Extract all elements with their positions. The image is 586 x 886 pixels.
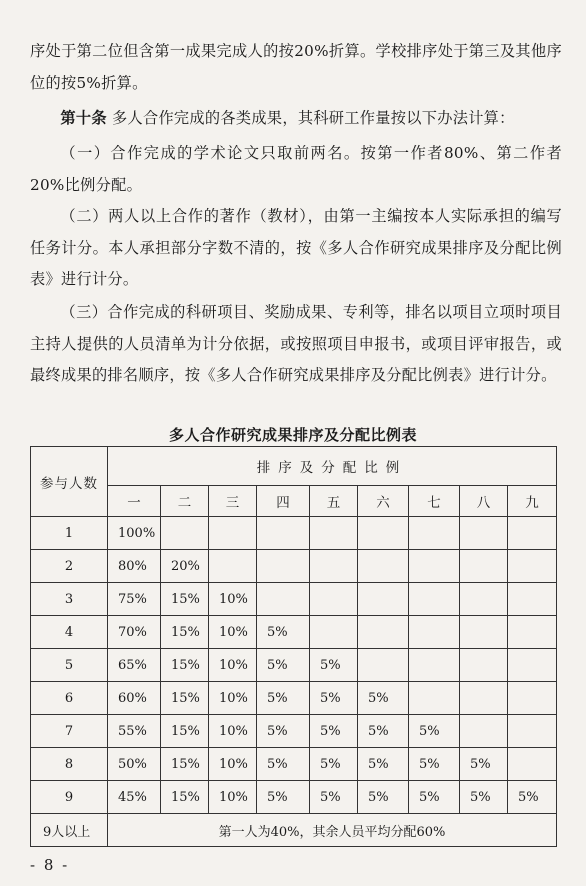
ratio-cell: 10% bbox=[209, 781, 257, 814]
column-header-cell: 八 bbox=[460, 486, 508, 517]
ratio-cell: 5% bbox=[409, 781, 460, 814]
ratio-cell: 5% bbox=[358, 682, 409, 715]
ratio-cell: 5% bbox=[257, 781, 310, 814]
ratio-cell: 5% bbox=[358, 748, 409, 781]
table-row bbox=[31, 781, 557, 814]
ratio-cell: 10% bbox=[209, 583, 257, 616]
table-title: 多人合作研究成果排序及分配比例表 bbox=[168, 426, 417, 444]
ratio-cell bbox=[508, 517, 557, 550]
paragraph-item-two: （二）两人以上合作的著作（教材），由第一主编按本人实际承担的编写任务计分。本人承担部分字数不清的，按《多人合作研究成果排序及分配比例表》进行计分。 bbox=[30, 207, 562, 288]
ratio-cell: 10% bbox=[209, 715, 257, 748]
ratio-cell bbox=[460, 682, 508, 715]
ratio-cell: 5% bbox=[310, 715, 358, 748]
ratio-cell: 10% bbox=[209, 748, 257, 781]
ratio-cell: 5% bbox=[460, 781, 508, 814]
ratio-cell: 5% bbox=[310, 748, 358, 781]
ratio-cell bbox=[358, 616, 409, 649]
ratio-cell bbox=[209, 517, 257, 550]
ratio-cell bbox=[358, 649, 409, 682]
ratio-cell bbox=[508, 583, 557, 616]
table-row bbox=[31, 649, 557, 682]
ratio-cell bbox=[460, 616, 508, 649]
ratio-cell: 5% bbox=[310, 781, 358, 814]
over-nine-rule-cell: 第一人为40%，其余人员平均分配60% bbox=[108, 814, 557, 847]
ratio-table bbox=[30, 446, 557, 847]
ratio-cell: 15% bbox=[161, 583, 209, 616]
ratio-cell: 60% bbox=[108, 682, 161, 715]
column-header-cell: 九 bbox=[508, 486, 557, 517]
ratio-cell bbox=[508, 616, 557, 649]
participant-count-cell: 1 bbox=[31, 517, 108, 550]
ratio-cell bbox=[409, 517, 460, 550]
ratio-cell bbox=[161, 517, 209, 550]
column-header-cell: 五 bbox=[310, 486, 358, 517]
table-row bbox=[31, 616, 557, 649]
ratio-cell: 5% bbox=[257, 682, 310, 715]
ratio-cell: 5% bbox=[257, 748, 310, 781]
ratio-cell: 10% bbox=[209, 682, 257, 715]
ratio-cell bbox=[508, 748, 557, 781]
table-row bbox=[31, 550, 557, 583]
ratio-cell bbox=[409, 682, 460, 715]
ratio-cell bbox=[409, 583, 460, 616]
paragraph-item-one: （一）合作完成的学术论文只取前两名。按第一作者80%、第二作者20%比例分配。 bbox=[30, 144, 562, 194]
ratio-cell: 5% bbox=[409, 748, 460, 781]
ratio-cell bbox=[310, 583, 358, 616]
column-header-cell: 三 bbox=[209, 486, 257, 517]
column-header-cell: 二 bbox=[161, 486, 209, 517]
ratio-cell bbox=[409, 550, 460, 583]
ratio-cell bbox=[409, 649, 460, 682]
table-row bbox=[31, 517, 557, 550]
ratio-cell: 10% bbox=[209, 649, 257, 682]
article-heading: 第十条 bbox=[60, 109, 107, 127]
ratio-cell bbox=[508, 649, 557, 682]
table-row bbox=[31, 748, 557, 781]
ratio-cell bbox=[358, 583, 409, 616]
table-header-row bbox=[31, 447, 557, 486]
ratio-cell bbox=[358, 550, 409, 583]
ratio-cell bbox=[310, 550, 358, 583]
ratio-cell: 15% bbox=[161, 649, 209, 682]
ratio-cell: 65% bbox=[108, 649, 161, 682]
ratio-cell bbox=[310, 616, 358, 649]
ratio-cell bbox=[310, 517, 358, 550]
ratio-cell bbox=[508, 682, 557, 715]
ratio-cell bbox=[409, 616, 460, 649]
participant-count-cell: 6 bbox=[31, 682, 108, 715]
column-header-cell: 四 bbox=[257, 486, 310, 517]
group-header-cell: 排序及分配比例 bbox=[108, 447, 557, 486]
ratio-cell: 5% bbox=[257, 616, 310, 649]
ratio-cell: 15% bbox=[161, 616, 209, 649]
ratio-cell: 5% bbox=[409, 715, 460, 748]
participant-count-cell: 5 bbox=[31, 649, 108, 682]
table-row bbox=[31, 715, 557, 748]
ratio-cell: 50% bbox=[108, 748, 161, 781]
ratio-cell: 15% bbox=[161, 682, 209, 715]
ratio-cell: 75% bbox=[108, 583, 161, 616]
participant-count-cell: 8 bbox=[31, 748, 108, 781]
participant-count-cell: 3 bbox=[31, 583, 108, 616]
ratio-cell bbox=[508, 550, 557, 583]
ratio-cell: 15% bbox=[161, 715, 209, 748]
over-nine-label-cell: 9人以上 bbox=[31, 814, 108, 847]
paragraph-continuation: 序处于第二位但含第一成果完成人的按20%折算。学校排序处于第三及其他序位的按5%折算。 bbox=[30, 42, 562, 92]
table-row bbox=[31, 682, 557, 715]
ratio-cell: 15% bbox=[161, 781, 209, 814]
ratio-cell bbox=[508, 715, 557, 748]
ratio-cell: 5% bbox=[257, 649, 310, 682]
table-row bbox=[31, 583, 557, 616]
ratio-cell: 5% bbox=[310, 682, 358, 715]
paragraph-item-three: （三）合作完成的科研项目、奖励成果、专利等，排名以项目立项时项目主持人提供的人员清单为计分依据，或按照项目申报书，或项目评审报告，或最终成果的排名顺序，按《多人合作研究成果排序及分配比例表》进行计分。 bbox=[30, 303, 562, 384]
participant-count-cell: 9 bbox=[31, 781, 108, 814]
ratio-cell: 5% bbox=[358, 781, 409, 814]
ratio-table-body bbox=[31, 447, 557, 847]
participant-count-cell: 7 bbox=[31, 715, 108, 748]
ratio-cell: 70% bbox=[108, 616, 161, 649]
ratio-cell bbox=[358, 517, 409, 550]
ratio-cell bbox=[209, 550, 257, 583]
ratio-cell: 5% bbox=[257, 715, 310, 748]
page-number: - 8 - bbox=[30, 856, 70, 874]
ratio-cell bbox=[257, 583, 310, 616]
column-header-cell: 七 bbox=[409, 486, 460, 517]
ratio-cell bbox=[460, 715, 508, 748]
ratio-cell: 5% bbox=[460, 748, 508, 781]
article-body: 多人合作完成的各类成果，其科研工作量按以下办法计算： bbox=[106, 109, 515, 127]
participant-count-cell: 2 bbox=[31, 550, 108, 583]
ratio-cell: 5% bbox=[310, 649, 358, 682]
ratio-cell bbox=[460, 517, 508, 550]
ratio-cell: 80% bbox=[108, 550, 161, 583]
ratio-cell bbox=[460, 649, 508, 682]
ratio-cell bbox=[460, 583, 508, 616]
ratio-cell bbox=[460, 550, 508, 583]
paragraph-article-ten bbox=[30, 103, 562, 135]
ratio-cell: 5% bbox=[508, 781, 557, 814]
ratio-cell: 10% bbox=[209, 616, 257, 649]
participant-count-cell: 4 bbox=[31, 616, 108, 649]
ratio-cell bbox=[257, 517, 310, 550]
ratio-cell: 20% bbox=[161, 550, 209, 583]
table-row-over-nine bbox=[31, 814, 557, 847]
ratio-cell: 45% bbox=[108, 781, 161, 814]
ratio-cell: 100% bbox=[108, 517, 161, 550]
row-header-cell: 参与人数 bbox=[31, 447, 108, 517]
ratio-cell: 55% bbox=[108, 715, 161, 748]
column-header-row bbox=[31, 486, 557, 517]
column-header-cell: 一 bbox=[108, 486, 161, 517]
column-header-cell: 六 bbox=[358, 486, 409, 517]
ratio-cell bbox=[257, 550, 310, 583]
ratio-cell: 15% bbox=[161, 748, 209, 781]
ratio-cell: 5% bbox=[358, 715, 409, 748]
